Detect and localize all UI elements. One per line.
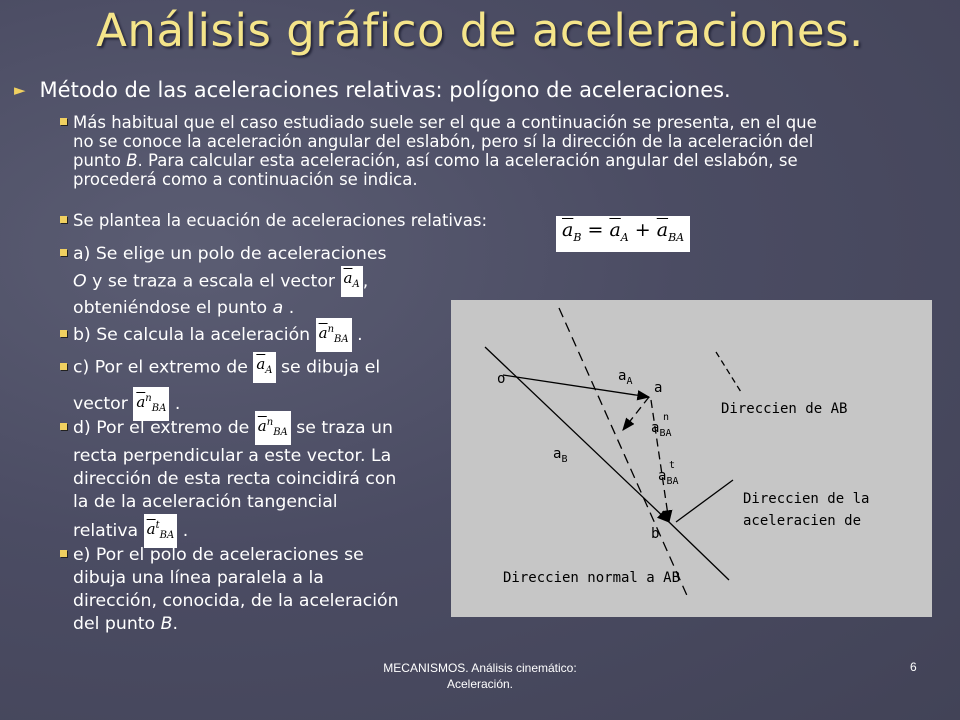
page-number: 6 — [910, 660, 917, 674]
acceleration-polygon-figure — [451, 300, 932, 617]
square-bullet-icon — [60, 118, 67, 125]
vector-aBAn: $\overline{a}^n_{BA}$ — [255, 411, 291, 445]
aBAt-sup: t — [669, 460, 676, 471]
direction-acc-label-2: aceleracien de — [743, 513, 862, 529]
slide-title: Análisis gráfico de aceleraciones. — [96, 4, 864, 57]
square-bullet-icon — [60, 550, 67, 557]
direction-acc-label-1: Direccien de la — [743, 491, 870, 507]
step-d: d) Por el extremo de $\overline{a}^n_{BA}$ se traza un recta perpendicular a este vector. La dirección de esta recta coincidirá con la de la aceleración tangencial relativa $\overline{a}^t_{BA}$ . — [60, 411, 430, 548]
square-bullet-icon — [60, 423, 67, 430]
aBAn-label: $a_{BA}$ — [651, 420, 672, 439]
relative-acceleration-equation: $\overline{a}_B = \overline{a}_A + \overline{a}_{BA}$ — [556, 216, 690, 252]
paragraph-intro: Más habitual que el caso estudiado suele ser el que a continuación se presenta, en el que no se conoce la aceleración angular del eslabón, pero sí la dirección de la aceleración del punto B. Para calcular esta aceleración, así como la aceleración angular del eslabón, se procederá como a continuación se indica. — [60, 113, 920, 189]
step-e: e) Por el polo de aceleraciones se dibuja una línea paralela a la dirección, conocida, de la aceleración del punto B. — [60, 544, 430, 636]
step-a: a) Se elige un polo de aceleraciones O y se traza a escala el vector $\overline{a}_A$ , obteniéndose el punto a . — [60, 243, 430, 320]
aBAt-label: $a_{BA}$ — [658, 468, 679, 487]
aB-vector — [485, 347, 672, 522]
paragraph-equation-intro: Se plantea la ecuación de aceleraciones relativas: — [60, 211, 487, 230]
vector-aA: $\overline{a}_A$ — [253, 352, 275, 383]
section-heading: ► Método de las aceleraciones relativas: polígono de aceleraciones. — [14, 78, 731, 102]
footer-text: MECANISMOS. Análisis cinemático: Aceleración. — [383, 661, 577, 691]
vector-aBAt: $\overline{a}^t_{BA}$ — [144, 514, 178, 548]
tangential-tick — [676, 480, 733, 522]
vector-aBAn: $\overline{a}^n_{BA}$ — [316, 318, 352, 352]
step-c: c) Por el extremo de $\overline{a}_A$ se dibuja el vector $\overline{a}^n_{BA}$ . — [60, 352, 430, 421]
direction-normal-label: Direccien normal a AB — [503, 570, 681, 586]
step-b: b) Se calcula la aceleración $\overline{a}^n_{BA}$ . — [60, 318, 430, 352]
point-a-label: a — [654, 380, 663, 396]
vector-aA: $\overline{a}_A$ — [341, 266, 363, 297]
normal-ab-dashed-line — [559, 308, 689, 600]
triangle-bullet-icon: ► — [14, 81, 26, 99]
vector-aBAn: $\overline{a}^n_{BA}$ — [133, 387, 169, 421]
square-bullet-icon — [60, 216, 67, 223]
pole-o-label: o — [497, 371, 506, 387]
aB-label: $a_B$ — [553, 446, 568, 465]
aBAn-vector — [623, 397, 649, 430]
direction-ab-label: Direccien de AB — [721, 401, 848, 417]
aA-label: $a_A$ — [618, 368, 633, 387]
direction-ab-tick — [716, 352, 741, 392]
square-bullet-icon — [60, 363, 67, 370]
square-bullet-icon — [60, 330, 67, 337]
aBAn-sup: n — [663, 412, 670, 423]
point-b-label: b — [651, 526, 660, 542]
square-bullet-icon — [60, 249, 67, 256]
